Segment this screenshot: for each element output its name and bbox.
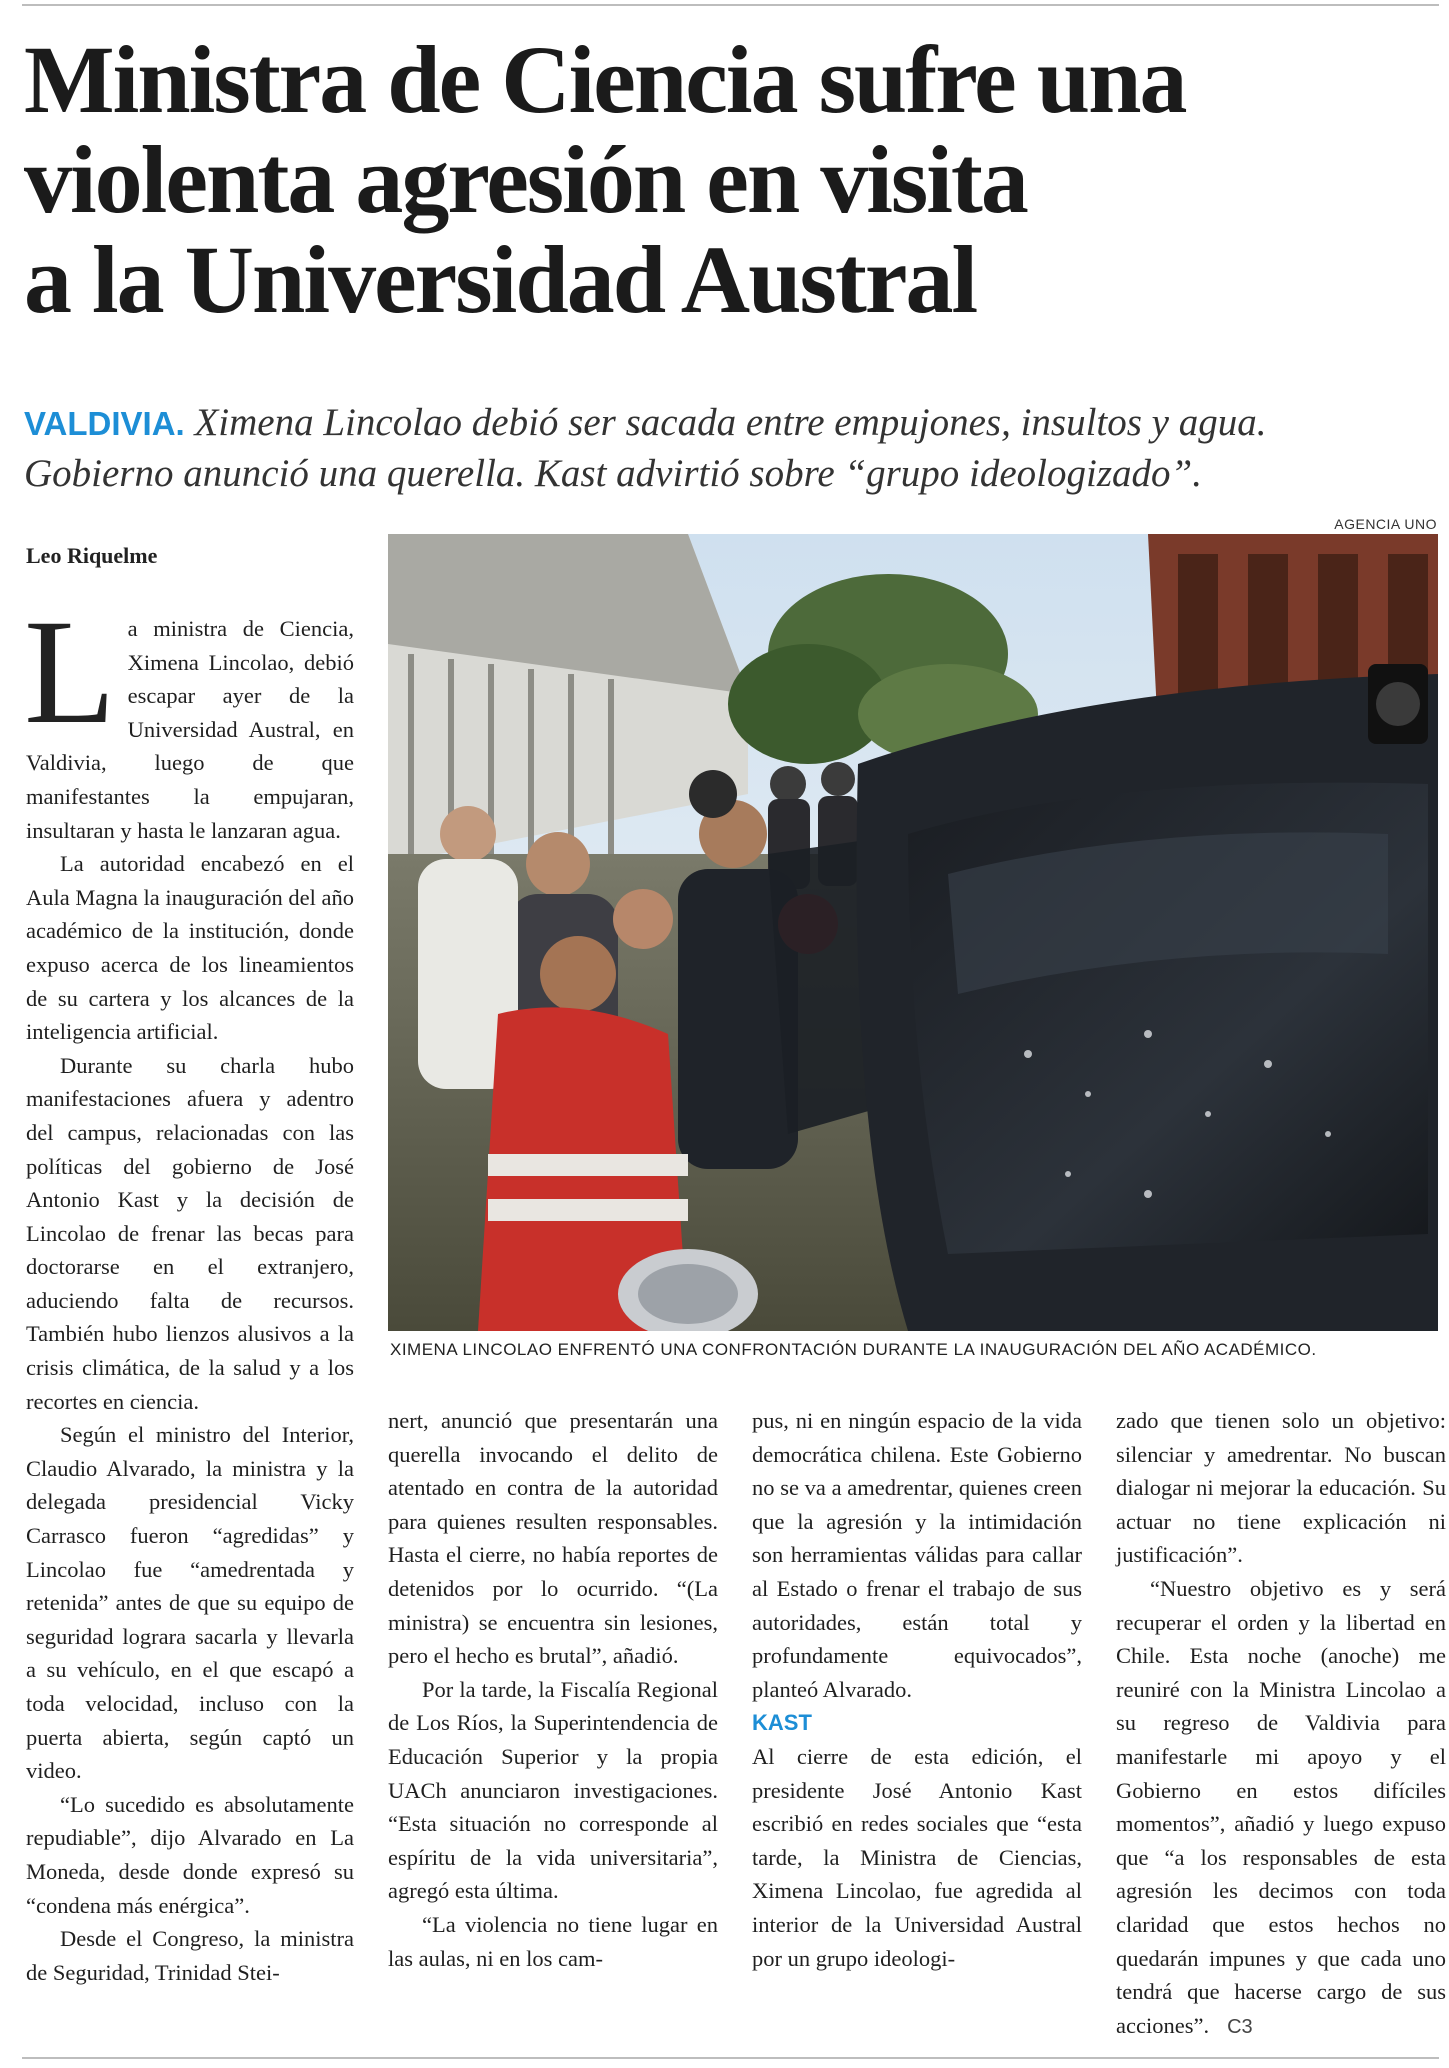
headline: [24, 26, 1444, 333]
headline-line-1: Ministra de Ciencia sufre una: [24, 26, 1186, 133]
photo-caption: XIMENA LINCOLAO ENFRENTÓ UNA CONFRONTACIÓN DURANTE LA INAUGURACIÓN DEL AÑO ACADÉMICO.: [390, 1340, 1317, 1359]
drop-cap: L: [24, 589, 116, 755]
headline-line-3: a la Universidad Austral: [24, 226, 977, 333]
paragraph-10: pus, ni en ningún espacio de la vida democrática chilena. Este Gobierno no se va a amedrentar, quienes creen que la agresión y la intimidación son herramientas válidas para callar al Estado o frenar el trabajo de sus autoridades, están total y profundamente equivocados”, planteó Alvarado.: [752, 1408, 1082, 1702]
lead-paragraph: [24, 398, 1434, 499]
byline: Leo Riquelme: [26, 543, 158, 568]
paragraph-7: nert, anunció que presentarán una querella invocando el delito de atentado en contra de la autoridad para quienes resulten responsables. Hasta el cierre, no había reportes de detenidos por lo ocurrido. “(La ministra) se encuentra sin lesiones, pero el hecho es brutal”, añadió.: [388, 1408, 718, 1669]
top-rule: [22, 4, 1439, 6]
lead-text-1: Ximena Lincolao debió ser sacada entre empujones, insultos y agua.: [184, 401, 1267, 444]
paragraph-3: Durante su charla hubo manifestaciones afuera y adentro del campus, relacionadas con las políticas del gobierno de José Antonio Kast y la decisión de Lincolao de frenar las becas para doctorarse en el extranjero, aduciendo falta de recursos. También hubo lienzos alusivos a la crisis climática, de la salud y a los recortes en ciencia.: [26, 1052, 354, 1414]
paragraph-6: Desde el Congreso, la ministra de Seguridad, Trinidad Stei-: [26, 1926, 354, 1985]
lead-line-1: [24, 398, 1434, 449]
column-4: [1116, 1404, 1446, 2044]
headline-line-2: violenta agresión en visita: [24, 126, 1027, 233]
paragraph-4: Según el ministro del Interior, Claudio Alvarado, la ministra y la delegada presidencial Vicky Carrasco fueron “agredidas” y Lincolao fue “amedrentada y retenida” antes de que su equipo de seguridad lograra sacarla y llevarla a su vehículo, en el que escapó a toda velocidad, incluso con la puerta abierta, según captó un video.: [26, 1422, 354, 1784]
paragraph-9: “La violencia no tiene lugar en las aulas, ni en los cam-: [388, 1911, 718, 1971]
paragraph-5: “Lo sucedido es absolutamente repudiable”, dijo Alvarado en La Moneda, desde donde expresó su “condena más enérgica”.: [26, 1791, 354, 1918]
subhead-kast: KAST: [752, 1710, 812, 1736]
news-photo: [388, 534, 1438, 1331]
paragraph-8: Por la tarde, la Fiscalía Regional de Los Ríos, la Superintendencia de Educación Superior y la propia UACh anunciaron investigaciones. “Esta situación no corresponde al espíritu de la vida universitaria”, agregó esta última.: [388, 1676, 718, 1904]
paragraph-1: [24, 589, 354, 847]
paragraph-2: La autoridad encabezó en el Aula Magna la inauguración del año académico de la institución, donde expuso acerca de los lineamientos de su cartera y los alcances de la inteligencia artificial.: [26, 851, 355, 1045]
dateline-place: VALDIVIA.: [24, 405, 185, 442]
paragraph-13-text: “Nuestro objetivo es y será recuperar el orden y la libertad en Chile. Esta noche (anoche) me reuniré con la Ministra Lincolao a su regreso de Valdivia para manifestarle mi apoyo y el Gobierno en estos difíciles momentos”, añadió y luego expuso que “a los responsables de esta agresión les decimos con toda claridad que estos hechos no quedarán impunes y que cada uno tendrá que hacerse cargo de sus acciones”.: [1116, 1575, 1446, 2038]
paragraph-1-text: a ministra de Ciencia, Ximena Lincolao, debió escapar ayer de la Universidad Austral, en Valdivia, luego de que manifestantes la empujaran, insultaran y hasta le lanzaran agua.: [26, 616, 354, 843]
lead-line-2: Gobierno anunció una querella. Kast advirtió sobre “grupo ideologizado”.: [24, 452, 1202, 495]
column-2: [388, 1404, 718, 1975]
column-3: [752, 1404, 1082, 1975]
bottom-rule: [22, 2057, 1439, 2059]
photo-illustration: [388, 534, 1438, 1331]
photo-credit: AGENCIA UNO: [1334, 516, 1437, 532]
column-1: [24, 589, 355, 1989]
paragraph-12: zado que tienen solo un objetivo: silenciar y amedrentar. No buscan dialogar ni mejorar la educación. Su actuar no tiene explicación ni justificación”.: [1116, 1408, 1446, 1568]
paragraph-13: [1116, 1572, 1446, 2044]
paragraph-11: Al cierre de esta edición, el presidente José Antonio Kast escribió en redes sociales que “esta tarde, la Ministra de Ciencias, Ximena Lincolao, fue agredida al interior de la Universidad Austral por un grupo ideologi-: [752, 1743, 1082, 1971]
end-mark: C3: [1227, 2015, 1253, 2038]
